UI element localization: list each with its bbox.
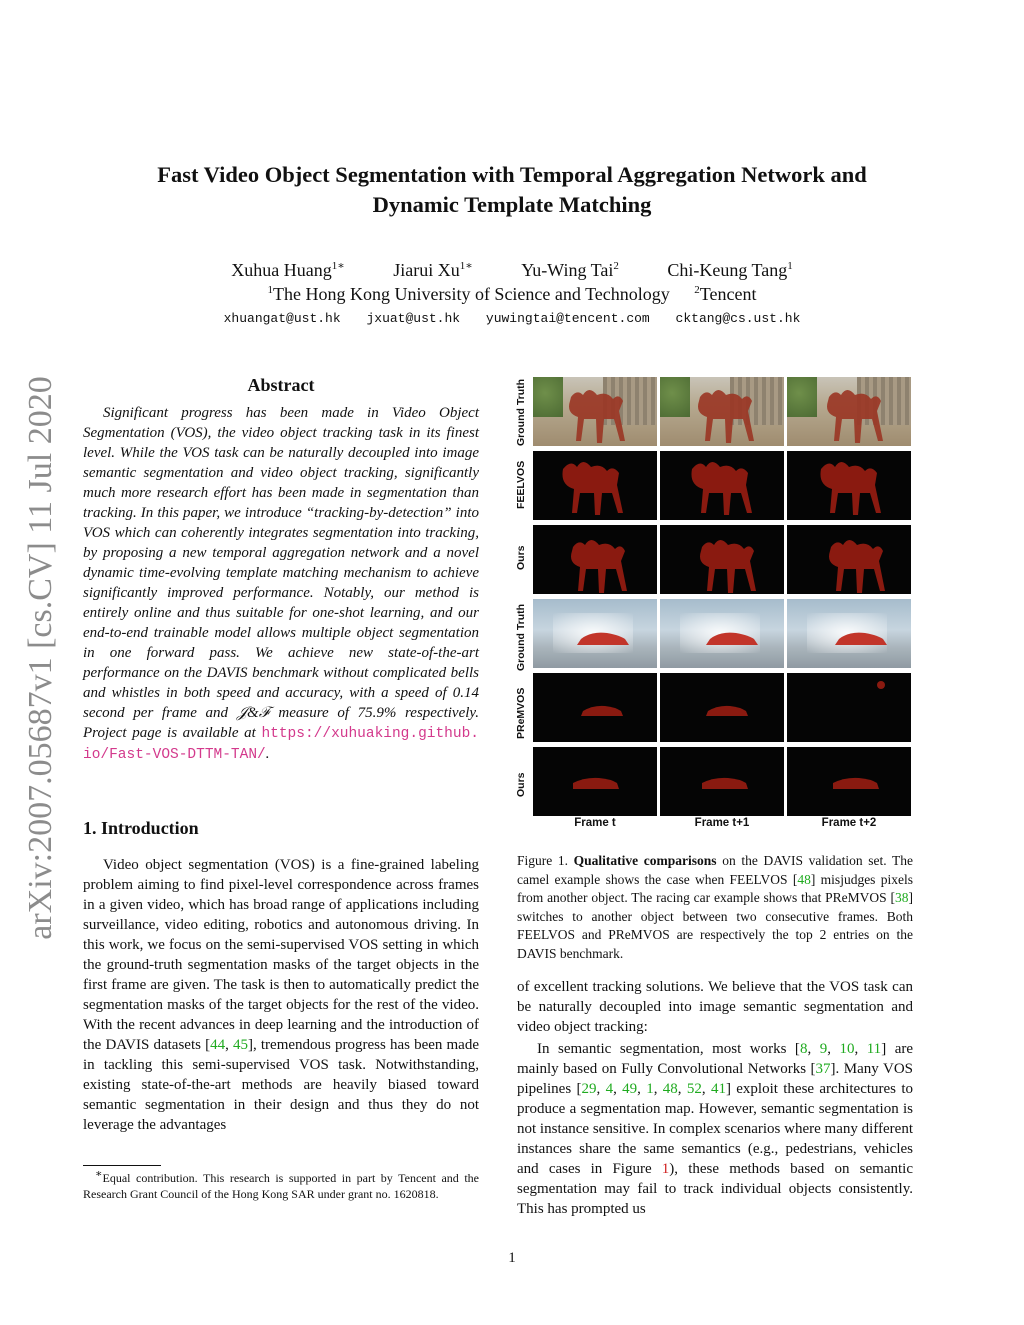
- affiliation: $^2$Tencent: [694, 284, 757, 304]
- email[interactable]: jxuat@ust.hk: [366, 311, 461, 326]
- citation-link[interactable]: 9: [819, 1041, 828, 1057]
- author: Chi-Keung Tang$^1$: [667, 260, 793, 280]
- author: Jiarui $Xu^{1∗}$: [393, 260, 473, 280]
- author-list: [80, 258, 944, 282]
- citation-link[interactable]: 8: [799, 1041, 808, 1057]
- image-car-gt-t1: [660, 599, 784, 668]
- page-number: 1: [508, 1250, 516, 1266]
- citation-link[interactable]: 49: [622, 1081, 638, 1097]
- section-heading-introduction: 1. Introduction: [83, 818, 199, 838]
- image-car-ours-t: [533, 747, 657, 816]
- author-emails: [80, 311, 944, 326]
- citation-link[interactable]: 11: [866, 1041, 882, 1057]
- row-label: Ground Truth: [515, 603, 527, 671]
- email[interactable]: xhuangat@ust.hk: [223, 311, 341, 326]
- citation-link[interactable]: 38: [895, 890, 909, 905]
- citation-link[interactable]: 45: [233, 1037, 248, 1053]
- figure-caption: Figure 1. Qualitative comparisons on the DAVIS validation set. The camel example shows the case when FEELVOS [48] misjudges pixels from another object. The racing car example shows that PReMVOS [38] switches to another object between two consecutive frames. Both FEELVOS and PReMVOS are respectively the top 2 entries on the DAVIS benchmark.: [517, 853, 913, 961]
- image-camel-gt-t2: [787, 377, 911, 446]
- image-car-premvos-t2: [787, 673, 911, 742]
- figure-reference-link[interactable]: 1: [661, 1161, 670, 1177]
- citation-link[interactable]: 1: [646, 1081, 654, 1097]
- image-camel-feelvos-t2: [787, 451, 911, 520]
- figure-1: [515, 375, 913, 835]
- image-camel-ours-t2: [787, 525, 911, 594]
- email[interactable]: yuwingtai@tencent.com: [485, 311, 650, 326]
- citation-link[interactable]: 44: [210, 1037, 226, 1053]
- image-car-ours-t2: [787, 747, 911, 816]
- image-car-gt-t: [533, 599, 657, 668]
- footnote-rule: [83, 1165, 161, 1166]
- citation-link[interactable]: 41: [710, 1081, 726, 1097]
- affiliations: [80, 282, 944, 306]
- body-paragraph: In semantic segmentation, most works [8, 9, 10, 11] are mainly based on Fully Convolutional Networks [37]. Many VOS pipelines [29, 4, 49, 1, 48, 52, 41] exploit these architectures to produce a segmentation map. However, semantic segmentation is not instance sensitive. In complex scenarios where many different instances share the same semantics (e.g., pedestrians, vehicles and cases in Figure 1), these methods based on semantic segmentation may fail to track individual objects consistently. This has prompted us: [517, 1041, 914, 1217]
- image-car-gt-t2: [787, 599, 911, 668]
- column-label: Frame t+1: [694, 817, 750, 829]
- body-paragraph: of excellent tracking solutions. We believe that the VOS task can be naturally decoupled into image semantic segmentation and video object tracking:: [517, 979, 913, 1035]
- citation-link[interactable]: 10: [839, 1041, 855, 1057]
- project-url[interactable]: https://xuhuaking.github. io/Fast-VOS-DTTM-TAN/: [83, 726, 479, 763]
- author: Xuhua Huang$^{1∗}$: [231, 260, 345, 280]
- image-car-premvos-t1: [660, 673, 784, 742]
- image-camel-gt-t: [533, 377, 657, 446]
- abstract-body: Significant progress has been made in Video Object Segmentation (VOS), the video object tracking task in its finest level. While the VOS task can be naturally decoupled into image semantic segmentation and video object tracking, significantly much more research effort has been made in segmentation than tracking. In this paper, we introduce “tracking-by-detection” into VOS which can coherently integrates segmentation into tracking, by proposing a new temporal aggregation network and a novel dynamic time-evolving template matching mechanism to achieve significantly improved performance. Notably, our method is entirely online and thus suitable for one-shot learning, and our end-to-end trainable model allows multiple object segmentation in one forward pass. We achieve new state-of-the-art performance on the DAVIS benchmark without complicated bells and whistles in both speed and accuracy, with a speed of 0.14 second per frame and 𝒥&ℱ measure of 75.9% respectively. Project page is available at https://xuhuaking.github. io/Fast-VOS-DTTM-TAN/.: [83, 405, 479, 763]
- image-car-ours-t1: [660, 747, 784, 816]
- citation-link[interactable]: 37: [815, 1061, 831, 1077]
- abstract-heading: Abstract: [247, 375, 315, 395]
- row-label: FEELVOS: [515, 460, 527, 509]
- arxiv-stamp: [10, 368, 72, 948]
- citation-link[interactable]: 29: [581, 1081, 597, 1097]
- citation-link[interactable]: 4: [605, 1081, 614, 1097]
- column-label: Frame t: [574, 817, 616, 829]
- introduction-body: Video object segmentation (VOS) is a fine-grained labeling problem aiming to find pixel-level correspondence across frames in a given video, which has broad range of applications including surveillance, video editing, robotics and autonomous driving. In this work, we focus on the semi-supervised VOS setting in which the ground-truth segmentation masks of the target objects in the first frame are given. The task is then to automatically predict the segmentation masks of the target objects for the rest of the video. With the recent advances in deep learning and the introduction of the DAVIS datasets [44, 45], tremendous progress has been made in tackling this semi-supervised VOS task. Notwithstanding, existing state-of-the-art methods are heavily biased toward semantic segmentation in their design and thus they do not leverage the advantages: [83, 857, 479, 1133]
- image-camel-ours-t: [533, 525, 657, 594]
- image-car-premvos-t: [533, 673, 657, 742]
- title-line-2: Dynamic Template Matching: [372, 192, 652, 217]
- citation-link[interactable]: 48: [797, 871, 811, 887]
- row-label: Ground Truth: [515, 378, 527, 446]
- row-label: Ours: [515, 772, 527, 797]
- citation-link[interactable]: 48: [662, 1081, 678, 1097]
- image-camel-feelvos-t1: [660, 451, 784, 520]
- paper-title: [80, 160, 944, 220]
- row-label: Ours: [515, 545, 527, 570]
- arxiv-stamp-text: arXiv:2007.05687v1 [cs.CV] 11 Jul 2020: [22, 376, 59, 940]
- camel-mask-overlay: [533, 377, 657, 446]
- image-camel-gt-t1: [660, 377, 784, 446]
- image-camel-feelvos-t: [533, 451, 657, 520]
- row-label: PReMVOS: [515, 687, 527, 739]
- email[interactable]: cktang@cs.ust.hk: [675, 311, 801, 326]
- footnote: ∗Equal contribution. This research is supported in part by Tencent and the Research Grant Council of the Hong Kong SAR under grant no. 1620818.: [83, 1168, 479, 1201]
- column-label: Frame t+2: [821, 817, 877, 829]
- image-camel-ours-t1: [660, 525, 784, 594]
- author: Yu-Wing Tai$^2$: [521, 260, 619, 280]
- citation-link[interactable]: 52: [686, 1081, 702, 1097]
- affiliation: $^1$The Hong Kong University of Science and Technology: [267, 284, 670, 304]
- title-line-1: Fast Video Object Segmentation with Temporal Aggregation Network and: [157, 162, 867, 187]
